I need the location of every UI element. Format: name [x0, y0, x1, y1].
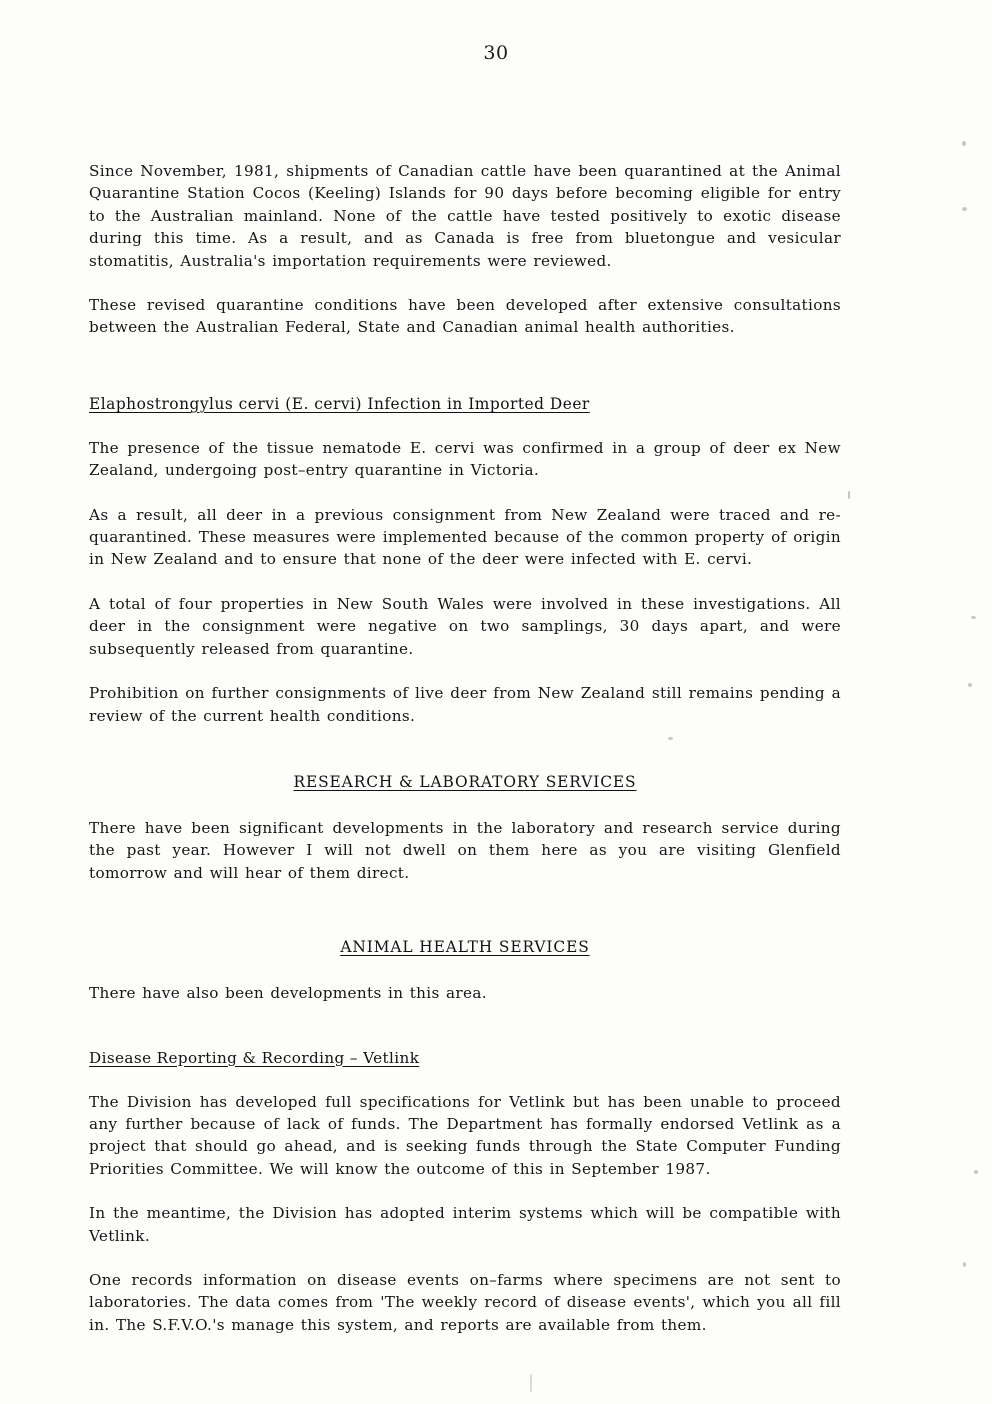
paragraph-quarantine-canadian-cattle: Since November, 1981, shipments of Canadian cattle have been quarantined at the Animal Quarantine Station Cocos (Keeling) Islands for 90 days before becoming eligible for entry to the Australian mainland. None of the cattle have tested positively to exotic disease during this time. As a result, and as Canada is free from bluetongue and vesicular stomatitis, Australia's importation requirements were reviewed. [89, 162, 841, 270]
heading-research-laboratory-services: RESEARCH & LABORATORY SERVICES [293, 772, 637, 791]
heading-animal-health-services: ANIMAL HEALTH SERVICES [340, 938, 590, 957]
paragraph-prohibition-live-deer: Prohibition on further consignments of live deer from New Zealand still remains pending a review of the current health conditions. [89, 684, 841, 725]
paragraph-four-properties-nsw: A total of four properties in New South Wales were involved in these investigations. All deer in the consignment were negative on two samplings, 30 days apart, and were subsequently released from quarantine. [89, 594, 841, 658]
page-number: 30 [483, 42, 509, 64]
paragraph-tissue-nematode-confirmed: The presence of the tissue nematode E. cervi was confirmed in a group of deer ex New Zealand, undergoing post–entry quarantine in Victoria. [89, 438, 841, 480]
paragraph-previous-consignment-traced: As a result, all deer in a previous consignment from New Zealand were traced and re-quarantined. These measures were implemented because of the common property of origin in New Zealand and to ensure that none of the deer were infected with E. cervi. [89, 505, 841, 569]
heading-disease-reporting-vetlink: Disease Reporting & Recording – Vetlink [89, 1048, 420, 1067]
scan-speck [848, 491, 850, 499]
document-body [89, 160, 841, 1358]
scan-speck [974, 1170, 978, 1174]
paragraph-laboratory-research-developments: There have been significant developments in the laboratory and research service during the past year. However I will not dwell on them here as you are visiting Glenfield tomorrow and will hear of them direct. [89, 818, 841, 882]
scan-speck [962, 141, 966, 146]
spacer [89, 361, 841, 367]
scan-speck [530, 1374, 532, 1392]
scan-speck [962, 207, 967, 211]
scan-speck [668, 737, 673, 740]
scan-speck [971, 616, 976, 619]
paragraph-interim-systems-compatible: In the meantime, the Division has adopted interim systems which will be compatible with Vetlink. [89, 1204, 841, 1245]
paragraph-revised-quarantine-conditions: These revised quarantine conditions have been developed after extensive consultations between the Australian Federal, State and Canadian animal health authorities. [89, 296, 841, 337]
heading-elaphostrongylus-cervi: Elaphostrongylus cervi (E. cervi) Infection in Imported Deer [89, 394, 590, 413]
paragraph-one-records-disease-events: One records information on disease events on–farms where specimens are not sent to laboratories. The data comes from 'The weekly record of disease events', which you all fill in. The S.F.V.O.'s manage this system, and reports are available from them. [89, 1270, 841, 1334]
scan-speck [963, 1262, 966, 1267]
paragraph-developments-this-area: There have also been developments in this area. [89, 984, 487, 1003]
scan-speck [968, 683, 972, 687]
paragraph-vetlink-specifications-funds: The Division has developed full specifications for Vetlink but has been unable to proceed any further because of lack of funds. The Department has formally endorsed Vetlink as a project that should go ahead, and is seeking funds through the State Computer Funding Priorities Committee. We will know the outcome of this in September 1987. [89, 1092, 841, 1178]
